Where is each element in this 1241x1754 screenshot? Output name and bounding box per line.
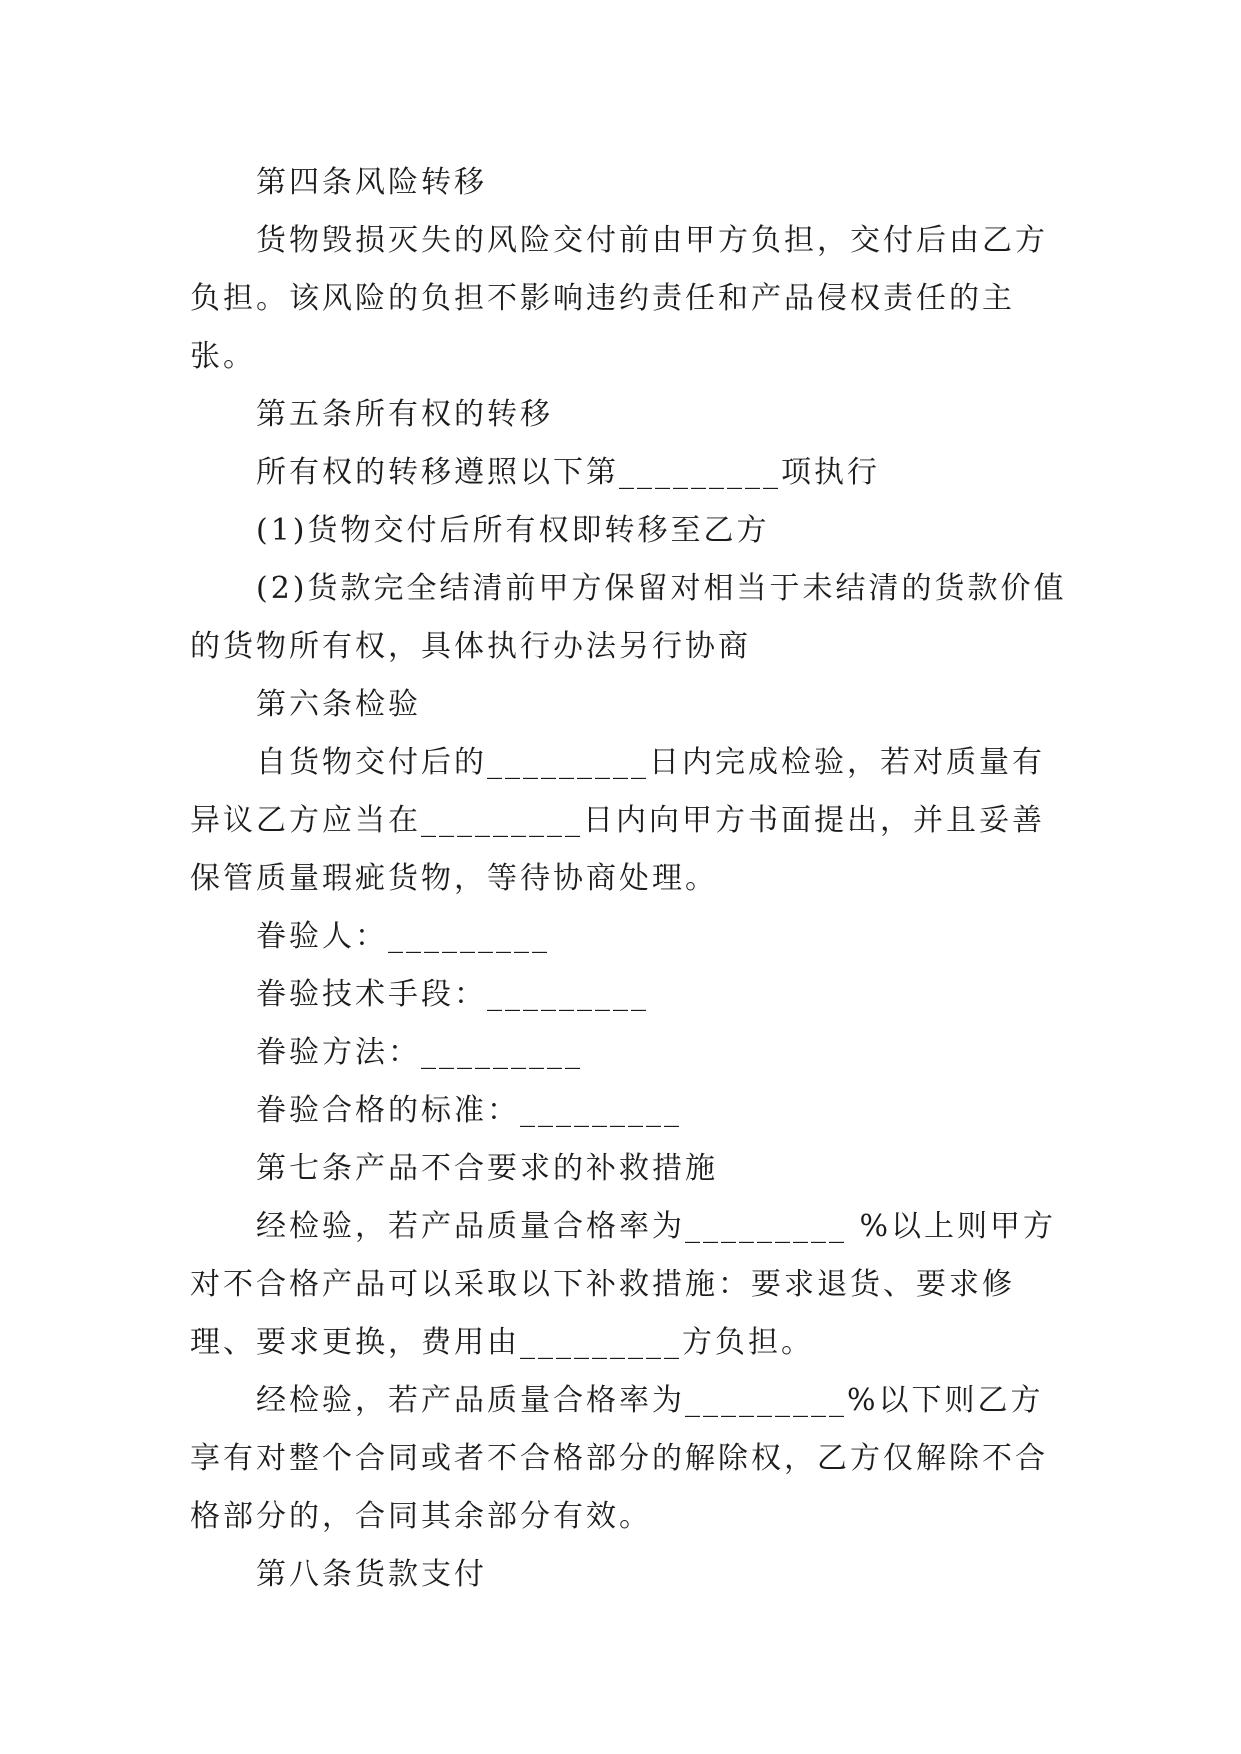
paragraph-remedy-above: 经检验，若产品质量合格率为_________ %以上则甲方对不合格产品可以采取以下补救措施：要求退货、要求修理、要求更换，费用由_________方负担。 xyxy=(190,1209,1057,1360)
heading-article-5: 第五条所有权的转移 xyxy=(256,397,553,432)
paragraph-risk-transfer: 货物毁损灭失的风险交付前由甲方负担，交付后由乙方负担。该风险的负担不影响违约责任和产品侵权责任的主张。 xyxy=(190,223,1048,374)
field-inspector: 眷验人：_________ xyxy=(256,919,550,954)
paragraph-remedy-below: 经检验，若产品质量合格率为_________%以下则乙方享有对整个合同或者不合格部分的解除权，乙方仅解除不合格部分的，合同其余部分有效。 xyxy=(190,1383,1048,1534)
paragraph-ownership-item-2: (2)货款完全结清前甲方保留对相当于未结清的货款价值的货物所有权，具体执行办法另行协商 xyxy=(190,571,1067,664)
field-inspection-standard: 眷验合格的标准：_________ xyxy=(256,1093,682,1128)
paragraph-inspection-period: 自货物交付后的_________日内完成检验，若对质量有异议乙方应当在_________日内向甲方书面提出，并且妥善保管质量瑕疵货物，等待协商处理。 xyxy=(190,745,1045,896)
heading-article-8: 第八条货款支付 xyxy=(256,1557,487,1592)
paragraph-ownership-option: 所有权的转移遵照以下第_________项执行 xyxy=(256,455,880,490)
document-body xyxy=(190,154,1070,1604)
field-inspection-technique: 眷验技术手段：_________ xyxy=(256,977,649,1012)
heading-article-6: 第六条检验 xyxy=(256,687,421,722)
heading-article-4: 第四条风险转移 xyxy=(256,165,487,200)
heading-article-7: 第七条产品不合要求的补救措施 xyxy=(256,1151,718,1186)
paragraph-ownership-item-1: (1)货物交付后所有权即转移至乙方 xyxy=(256,513,770,548)
field-inspection-method: 眷验方法：_________ xyxy=(256,1035,583,1070)
